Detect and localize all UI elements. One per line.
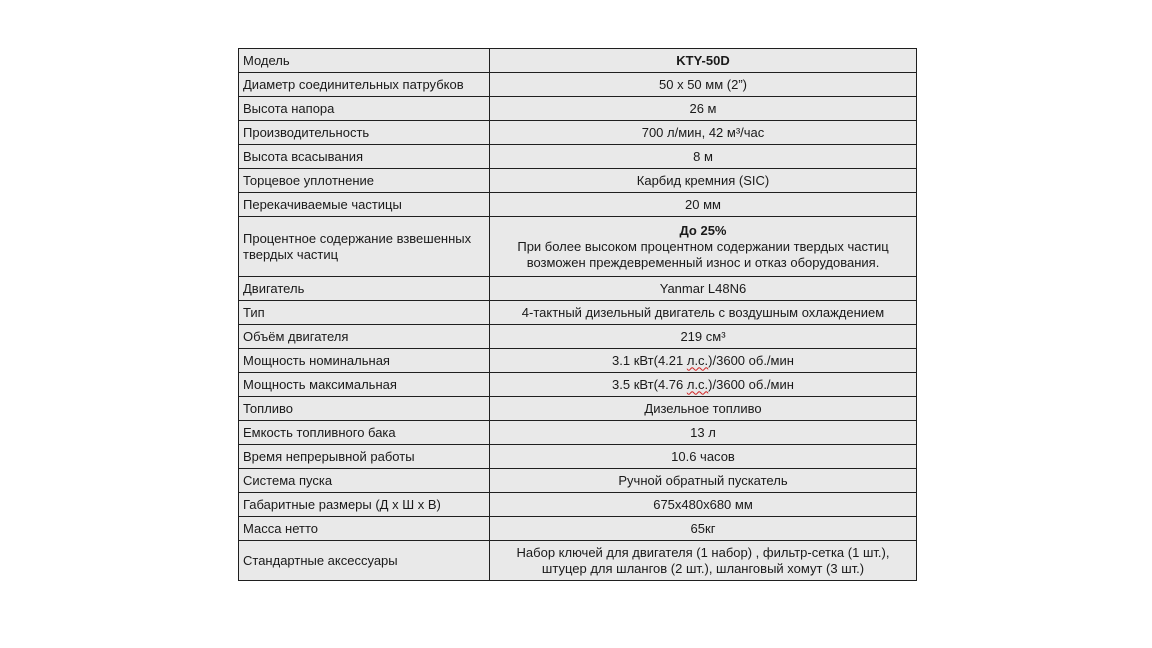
spec-value: 219 см³	[490, 325, 917, 349]
spec-value	[490, 541, 917, 581]
spec-label: Производительность	[239, 121, 490, 145]
table-row	[239, 277, 917, 301]
table-row	[239, 493, 917, 517]
spec-value	[490, 349, 917, 373]
spec-value	[490, 217, 917, 277]
power-unit-abbr: л.с.	[686, 376, 709, 392]
spec-label: Мощность номинальная	[239, 349, 490, 373]
power-value-part: 3.1 кВт(4.21	[612, 352, 687, 368]
specifications-table	[238, 48, 917, 581]
spec-label: Система пуска	[239, 469, 490, 493]
table-row	[239, 301, 917, 325]
spec-label: Емкость топливного бака	[239, 421, 490, 445]
spec-label: Процентное содержание взвешенных твердых частиц	[239, 217, 490, 277]
spec-value	[490, 373, 917, 397]
power-value-part: )/3600 об./мин	[708, 376, 794, 392]
accessories-line: штуцер для шлангов (2 шт.), шланговый хомут (3 шт.)	[541, 560, 865, 576]
spec-value: 4-тактный дизельный двигатель с воздушным охлаждением	[490, 301, 917, 325]
power-value-part: 3.5 кВт(4.76	[612, 376, 687, 392]
spec-label: Мощность максимальная	[239, 373, 490, 397]
spec-label: Тип	[239, 301, 490, 325]
spec-value: 10.6 часов	[490, 445, 917, 469]
spec-value: 13 л	[490, 421, 917, 445]
spec-label: Диаметр соединительных патрубков	[239, 73, 490, 97]
table-row	[239, 541, 917, 581]
spec-label: Высота напора	[239, 97, 490, 121]
table-row	[239, 121, 917, 145]
table-row	[239, 169, 917, 193]
spec-value: 20 мм	[490, 193, 917, 217]
spec-value: Yanmar L48N6	[490, 277, 917, 301]
spec-label: Перекачиваемые частицы	[239, 193, 490, 217]
table-row	[239, 49, 917, 73]
table-row	[239, 97, 917, 121]
table-row	[239, 349, 917, 373]
spec-label: Высота всасывания	[239, 145, 490, 169]
spec-label: Время непрерывной работы	[239, 445, 490, 469]
solids-note-line: возможен преждевременный износ и отказ оборудования.	[526, 254, 880, 270]
table-row	[239, 469, 917, 493]
table-row	[239, 325, 917, 349]
table-row	[239, 193, 917, 217]
table-row	[239, 445, 917, 469]
spec-value: KTY-50D	[490, 49, 917, 73]
spec-label: Масса нетто	[239, 517, 490, 541]
table-row	[239, 73, 917, 97]
spec-value: 50 х 50 мм (2”)	[490, 73, 917, 97]
table-row	[239, 145, 917, 169]
spec-label: Двигатель	[239, 277, 490, 301]
spec-label: Топливо	[239, 397, 490, 421]
spec-value: 65кг	[490, 517, 917, 541]
table-row	[239, 397, 917, 421]
table-row	[239, 517, 917, 541]
spec-value: Карбид кремния (SIC)	[490, 169, 917, 193]
spec-label: Модель	[239, 49, 490, 73]
power-unit-abbr: л.с.	[686, 352, 709, 368]
spec-label: Объём двигателя	[239, 325, 490, 349]
solids-limit: До 25%	[679, 222, 727, 238]
spec-value: 26 м	[490, 97, 917, 121]
spec-value: 700 л/мин, 42 м³/час	[490, 121, 917, 145]
spec-value: 675х480х680 мм	[490, 493, 917, 517]
power-value-part: )/3600 об./мин	[708, 352, 794, 368]
spec-value: 8 м	[490, 145, 917, 169]
solids-note-line: При более высоком процентном содержании твердых частиц	[517, 238, 889, 254]
table-row	[239, 373, 917, 397]
spec-label: Габаритные размеры (Д х Ш х В)	[239, 493, 490, 517]
spec-value: Дизельное топливо	[490, 397, 917, 421]
table-row	[239, 421, 917, 445]
table-row	[239, 217, 917, 277]
accessories-line: Набор ключей для двигателя (1 набор) , фильтр-сетка (1 шт.),	[516, 544, 890, 560]
spec-value: Ручной обратный пускатель	[490, 469, 917, 493]
spec-label: Стандартные аксессуары	[239, 541, 490, 581]
spec-label: Торцевое уплотнение	[239, 169, 490, 193]
